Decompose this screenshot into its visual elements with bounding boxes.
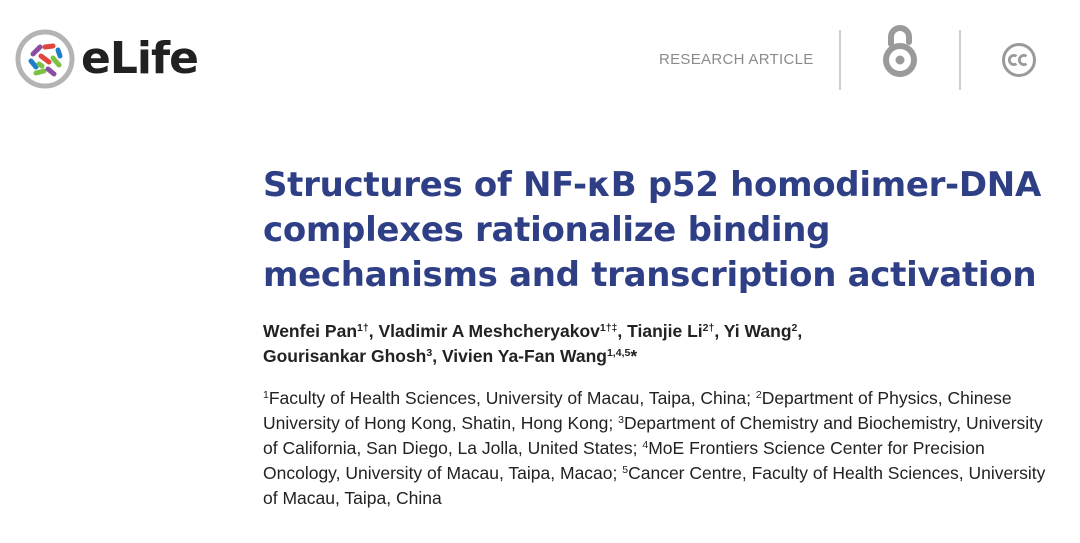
corresponding-author-mark: * <box>630 346 638 366</box>
author-list: Wenfei Pan$^{1\dagger}$, Vladimir A Meshcheryakov$^{1\dagger\ddagger}$, Tianjie $Li^{2\dagger}$, Yi Wang$^2$, Gourisankar Ghosh$^3$, Vivien Ya-Fan Wang$^{1,4,5}$* <box>263 321 803 366</box>
open-access-icon[interactable] <box>881 22 919 80</box>
header-divider <box>839 30 841 90</box>
affiliation-text: Department of Chemistry and Biochemistry, University of California, San Diego, La Jolla, United States; <box>263 413 1043 458</box>
author-name[interactable]: Gourisankar Ghosh <box>263 346 427 366</box>
affiliation-text: Cancer Centre, Faculty of Health Sciences, University of Macau, Taipa, China <box>263 463 1046 508</box>
article-title: Structures of NF-κB p52 homodimer-DNA complexes rationalize binding mechanisms and transcription activation <box>263 165 1041 295</box>
affiliation-number: 2 <box>755 389 762 401</box>
author-affiliation-marks: 2† <box>702 322 715 334</box>
affiliation-number: 4 <box>642 439 649 451</box>
author-name[interactable]: Wenfei Pan <box>263 321 358 341</box>
author-affiliation-marks: 3 <box>426 347 433 359</box>
author-affiliation-marks: 1†‡ <box>599 322 618 334</box>
article-type-label: RESEARCH ARTICLE <box>659 51 814 68</box>
affiliation-text: Department of Physics, Chinese University of Hong Kong, Shatin, Hong Kong; <box>263 388 1012 433</box>
affiliation-number: 1 <box>263 389 269 401</box>
affiliation-text: Faculty of Health Sciences, University of Macau, Taipa, China; <box>268 388 751 408</box>
header-divider <box>959 30 961 90</box>
author-affiliation-marks: 1† <box>357 322 369 334</box>
affiliation-text: MoE Frontiers Science Center for Precision Oncology, University of Macau, Taipa, Macao; <box>263 438 985 483</box>
author-name[interactable]: Vladimir A Meshcheryakov <box>378 321 600 341</box>
author-affiliation-marks: 2 <box>791 322 798 334</box>
affiliation-number: 5 <box>622 464 629 476</box>
author-name[interactable]: Tianjie Li <box>627 321 703 341</box>
creative-commons-icon[interactable] <box>1001 42 1037 78</box>
author-name[interactable]: Vivien Ya-Fan Wang <box>441 346 607 366</box>
affiliation-list <box>263 386 1053 511</box>
elife-logo[interactable] <box>14 26 198 92</box>
elife-wordmark: eLife <box>81 33 198 84</box>
affiliation-number: 3 <box>618 414 624 426</box>
author-affiliation-marks: 1,4,5 <box>606 347 631 359</box>
author-name[interactable]: Yi Wang <box>723 321 792 341</box>
elife-logo-mark-icon <box>14 28 76 90</box>
